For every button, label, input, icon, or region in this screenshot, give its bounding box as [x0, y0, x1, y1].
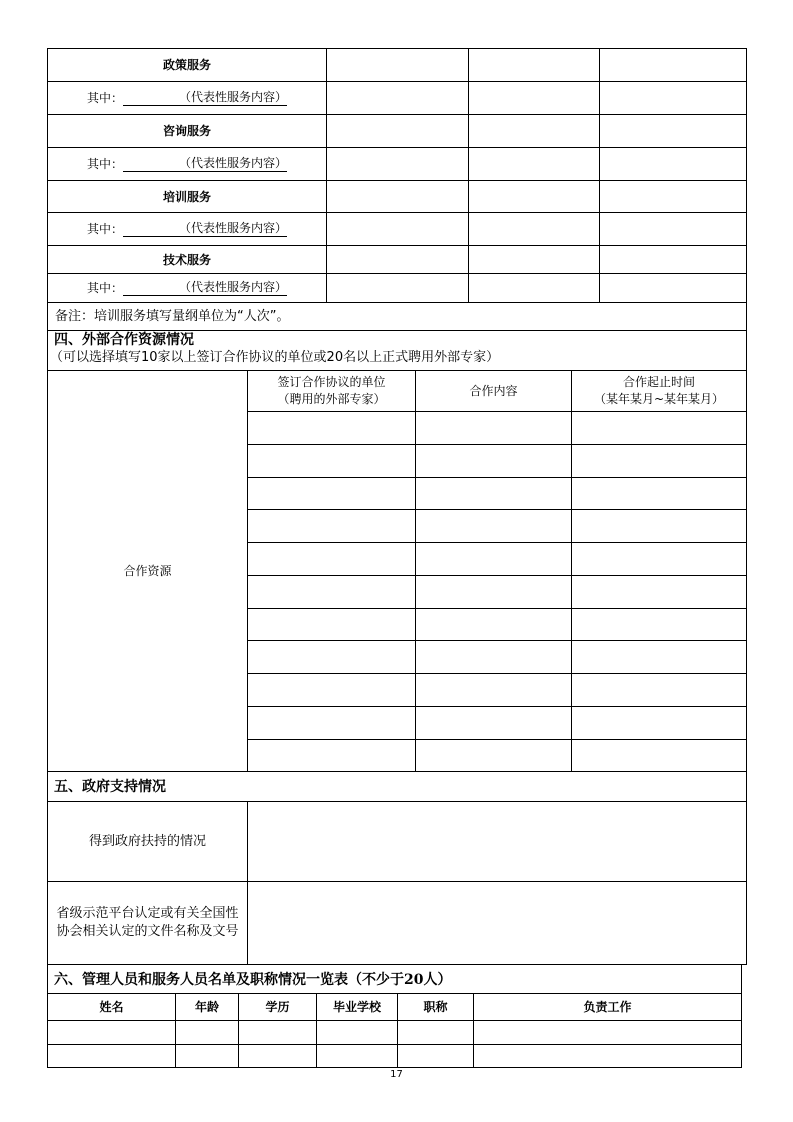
header-text: 年龄	[194, 1000, 219, 1014]
section-title-text: 六、管理人员和服务人员名单及职称情况一览表（不少于20人）	[54, 972, 452, 988]
row-label-text: 得到政府扶持的情况	[88, 833, 206, 849]
section4-title	[54, 331, 744, 351]
category-label: 技术服务	[162, 252, 211, 267]
service-category-training	[48, 181, 326, 212]
detail-prefix: 其中：	[86, 157, 123, 171]
note-text: 备注：培训服务填写量纲单位为“人次”。	[55, 308, 290, 324]
header-line: （聘用的外部专家）	[277, 392, 386, 406]
value-cell[interactable]	[600, 49, 746, 81]
section-subtitle-text: （可以选择填写10家以上签订合作协议的单位或20名以上正式聘用外部专家）	[50, 350, 500, 365]
header-cooperation-period	[572, 371, 746, 411]
header-text: 学历	[265, 1000, 290, 1014]
certification-doc-label	[52, 882, 243, 964]
detail-prefix: 其中：	[86, 91, 123, 105]
header-line: （某年某月~某年某月）	[593, 392, 725, 406]
service-category-consulting	[48, 115, 326, 147]
header-line: 合作内容	[469, 384, 518, 398]
detail-prefix: 其中：	[86, 222, 123, 236]
header-responsibility	[474, 994, 741, 1020]
category-label: 政策服务	[162, 58, 211, 72]
section6-title	[54, 968, 734, 990]
section4-subtitle	[50, 349, 745, 369]
header-text: 姓名	[99, 1000, 124, 1014]
gov-support-value[interactable]	[248, 802, 746, 881]
category-label: 培训服务	[162, 189, 211, 204]
header-education	[239, 994, 316, 1020]
row-label-text: 合作资源	[123, 564, 172, 578]
header-title	[398, 994, 473, 1020]
table-row[interactable]	[48, 1021, 741, 1044]
value-cell[interactable]	[469, 49, 599, 81]
header-name	[48, 994, 175, 1020]
section-title-text: 四、外部合作资源情况	[54, 332, 194, 348]
service-detail-row	[48, 82, 326, 114]
header-age	[176, 994, 238, 1020]
category-label: 咨询服务	[162, 124, 211, 138]
service-detail-row	[48, 213, 326, 245]
header-partner-unit	[248, 371, 415, 411]
row-label-text: 省级示范平台认定或有关全国性协会相关认定的文件名称及文号	[56, 906, 239, 939]
detail-blank[interactable]: （代表性服务内容）	[123, 221, 287, 237]
certification-doc-value[interactable]	[248, 882, 746, 964]
detail-blank[interactable]: （代表性服务内容）	[123, 280, 287, 296]
table-row[interactable]	[48, 1045, 741, 1067]
cooperation-resource-label	[48, 371, 247, 771]
value-cell[interactable]	[327, 49, 468, 81]
detail-prefix: 其中：	[86, 281, 123, 295]
detail-blank[interactable]: （代表性服务内容）	[123, 90, 287, 106]
header-line: 合作起止时间	[622, 375, 695, 389]
detail-blank[interactable]: （代表性服务内容）	[123, 156, 287, 172]
header-school	[317, 994, 397, 1020]
header-text: 毕业学校	[332, 1000, 381, 1014]
section5-title	[54, 776, 654, 796]
service-category-technical	[48, 246, 326, 273]
header-text: 职称	[423, 1000, 448, 1014]
page-number: 17	[390, 1069, 403, 1080]
section-title-text: 五、政府支持情况	[54, 779, 166, 795]
header-text: 负责工作	[583, 1000, 632, 1014]
service-detail-row	[48, 148, 326, 180]
header-cooperation-content	[416, 371, 571, 411]
service-category-policy	[48, 49, 326, 81]
service-detail-row	[48, 274, 326, 302]
services-note	[48, 303, 746, 330]
gov-support-label	[48, 802, 247, 881]
header-line: 签订合作协议的单位	[277, 375, 386, 389]
